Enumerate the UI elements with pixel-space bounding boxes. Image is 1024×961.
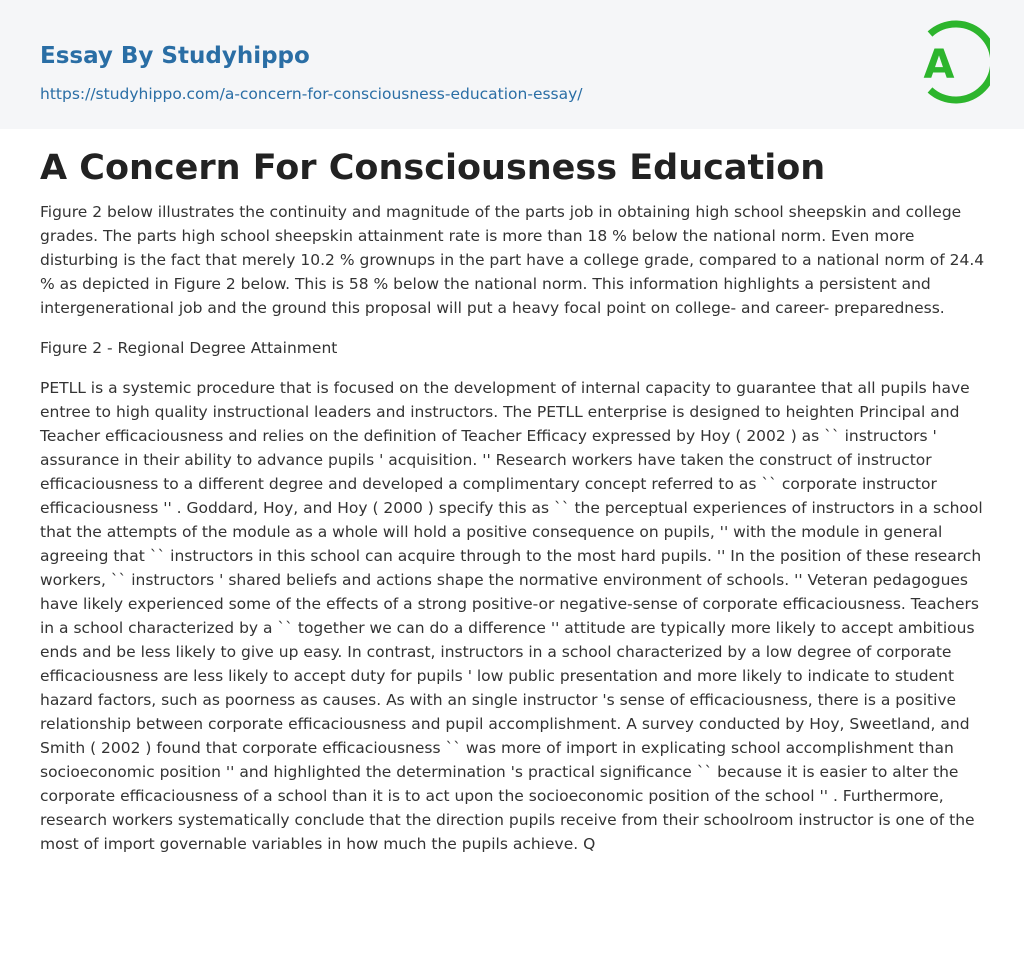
site-header: [0, 0, 1024, 129]
page-url-link[interactable]: https://studyhippo.com/a-concern-for-consciousness-education-essay/: [40, 85, 583, 103]
site-brand[interactable]: Essay By Studyhippo: [40, 43, 310, 69]
article-body: [40, 200, 985, 872]
figure-caption: Figure 2 - Regional Degree Attainment: [40, 339, 338, 357]
studyhippo-logo-icon[interactable]: [906, 14, 990, 110]
article-paragraph: PETLL is a systemic procedure that is focused on the development of internal capacity to guarantee that all pupils have entree to high quality instructional leaders and instructors. The PETLL enterprise is designed to heighten Principal and Teacher efficaciousness and relies on the definition of Teacher Efficacy expressed by Hoy ( 2002 ) as `` instructors ' assurance in their ability to advance pupils ' acquisition. '' Research workers have taken the construct of instructor efficaciousness to a different degree and developed a complimentary concept referred to as `` corporate instructor efficaciousness '' . Goddard, Hoy, and Hoy ( 2000 ) specify this as `` the perceptual experiences of instructors in a school that the attempts of the module as a whole will hold a positive consequence on pupils, '' with the module in general agreeing that `` instructors in this school can acquire through to the most hard pupils. '' In the position of these research workers, `` instructors ' shared beliefs and actions shape the normative environment of schools. '' Veteran pedagogues have likely experienced some of the effects of a strong positive-or negative-sense of corporate efficaciousness. Teachers in a school characterized by a `` together we can do a difference '' attitude are typically more likely to accept ambitious ends and be less likely to give up easy. In contrast, instructors in a school characterized by a low degree of corporate efficaciousness are less likely to accept duty for pupils ' low public presentation and more likely to indicate to student hazard factors, such as poorness as causes. As with an single instructor 's sense of efficaciousness, there is a positive relationship between corporate efficaciousness and pupil accomplishment. A survey conducted by Hoy, Sweetland, and Smith ( 2002 ) found that corporate efficaciousness `` was more of import in explicating school accomplishment than socioeconomic position '' and highlighted the determination 's practical significance `` because it is easier to alter the corporate efficaciousness of a school than it is to act upon the socioeconomic position of the school '' . Furthermore, research workers systematically conclude that the direction pupils receive from their schoolroom instructor is one of the most of import governable variables in how much the pupils achieve. Q: [40, 379, 983, 853]
article-paragraph: Figure 2 below illustrates the continuity and magnitude of the parts job in obtaining high school sheepskin and college grades. The parts high school sheepskin attainment rate is more than 18 % below the national norm. Even more disturbing is the fact that merely 10.2 % grownups in the part have a college grade, compared to a national norm of 24.4 % as depicted in Figure 2 below. This is 58 % below the national norm. This information highlights a persistent and intergenerational job and the ground this proposal will put a heavy focal point on college- and career- preparedness.: [40, 203, 985, 317]
page-title: A Concern For Consciousness Education: [40, 148, 826, 188]
logo-letter: A: [923, 42, 955, 88]
